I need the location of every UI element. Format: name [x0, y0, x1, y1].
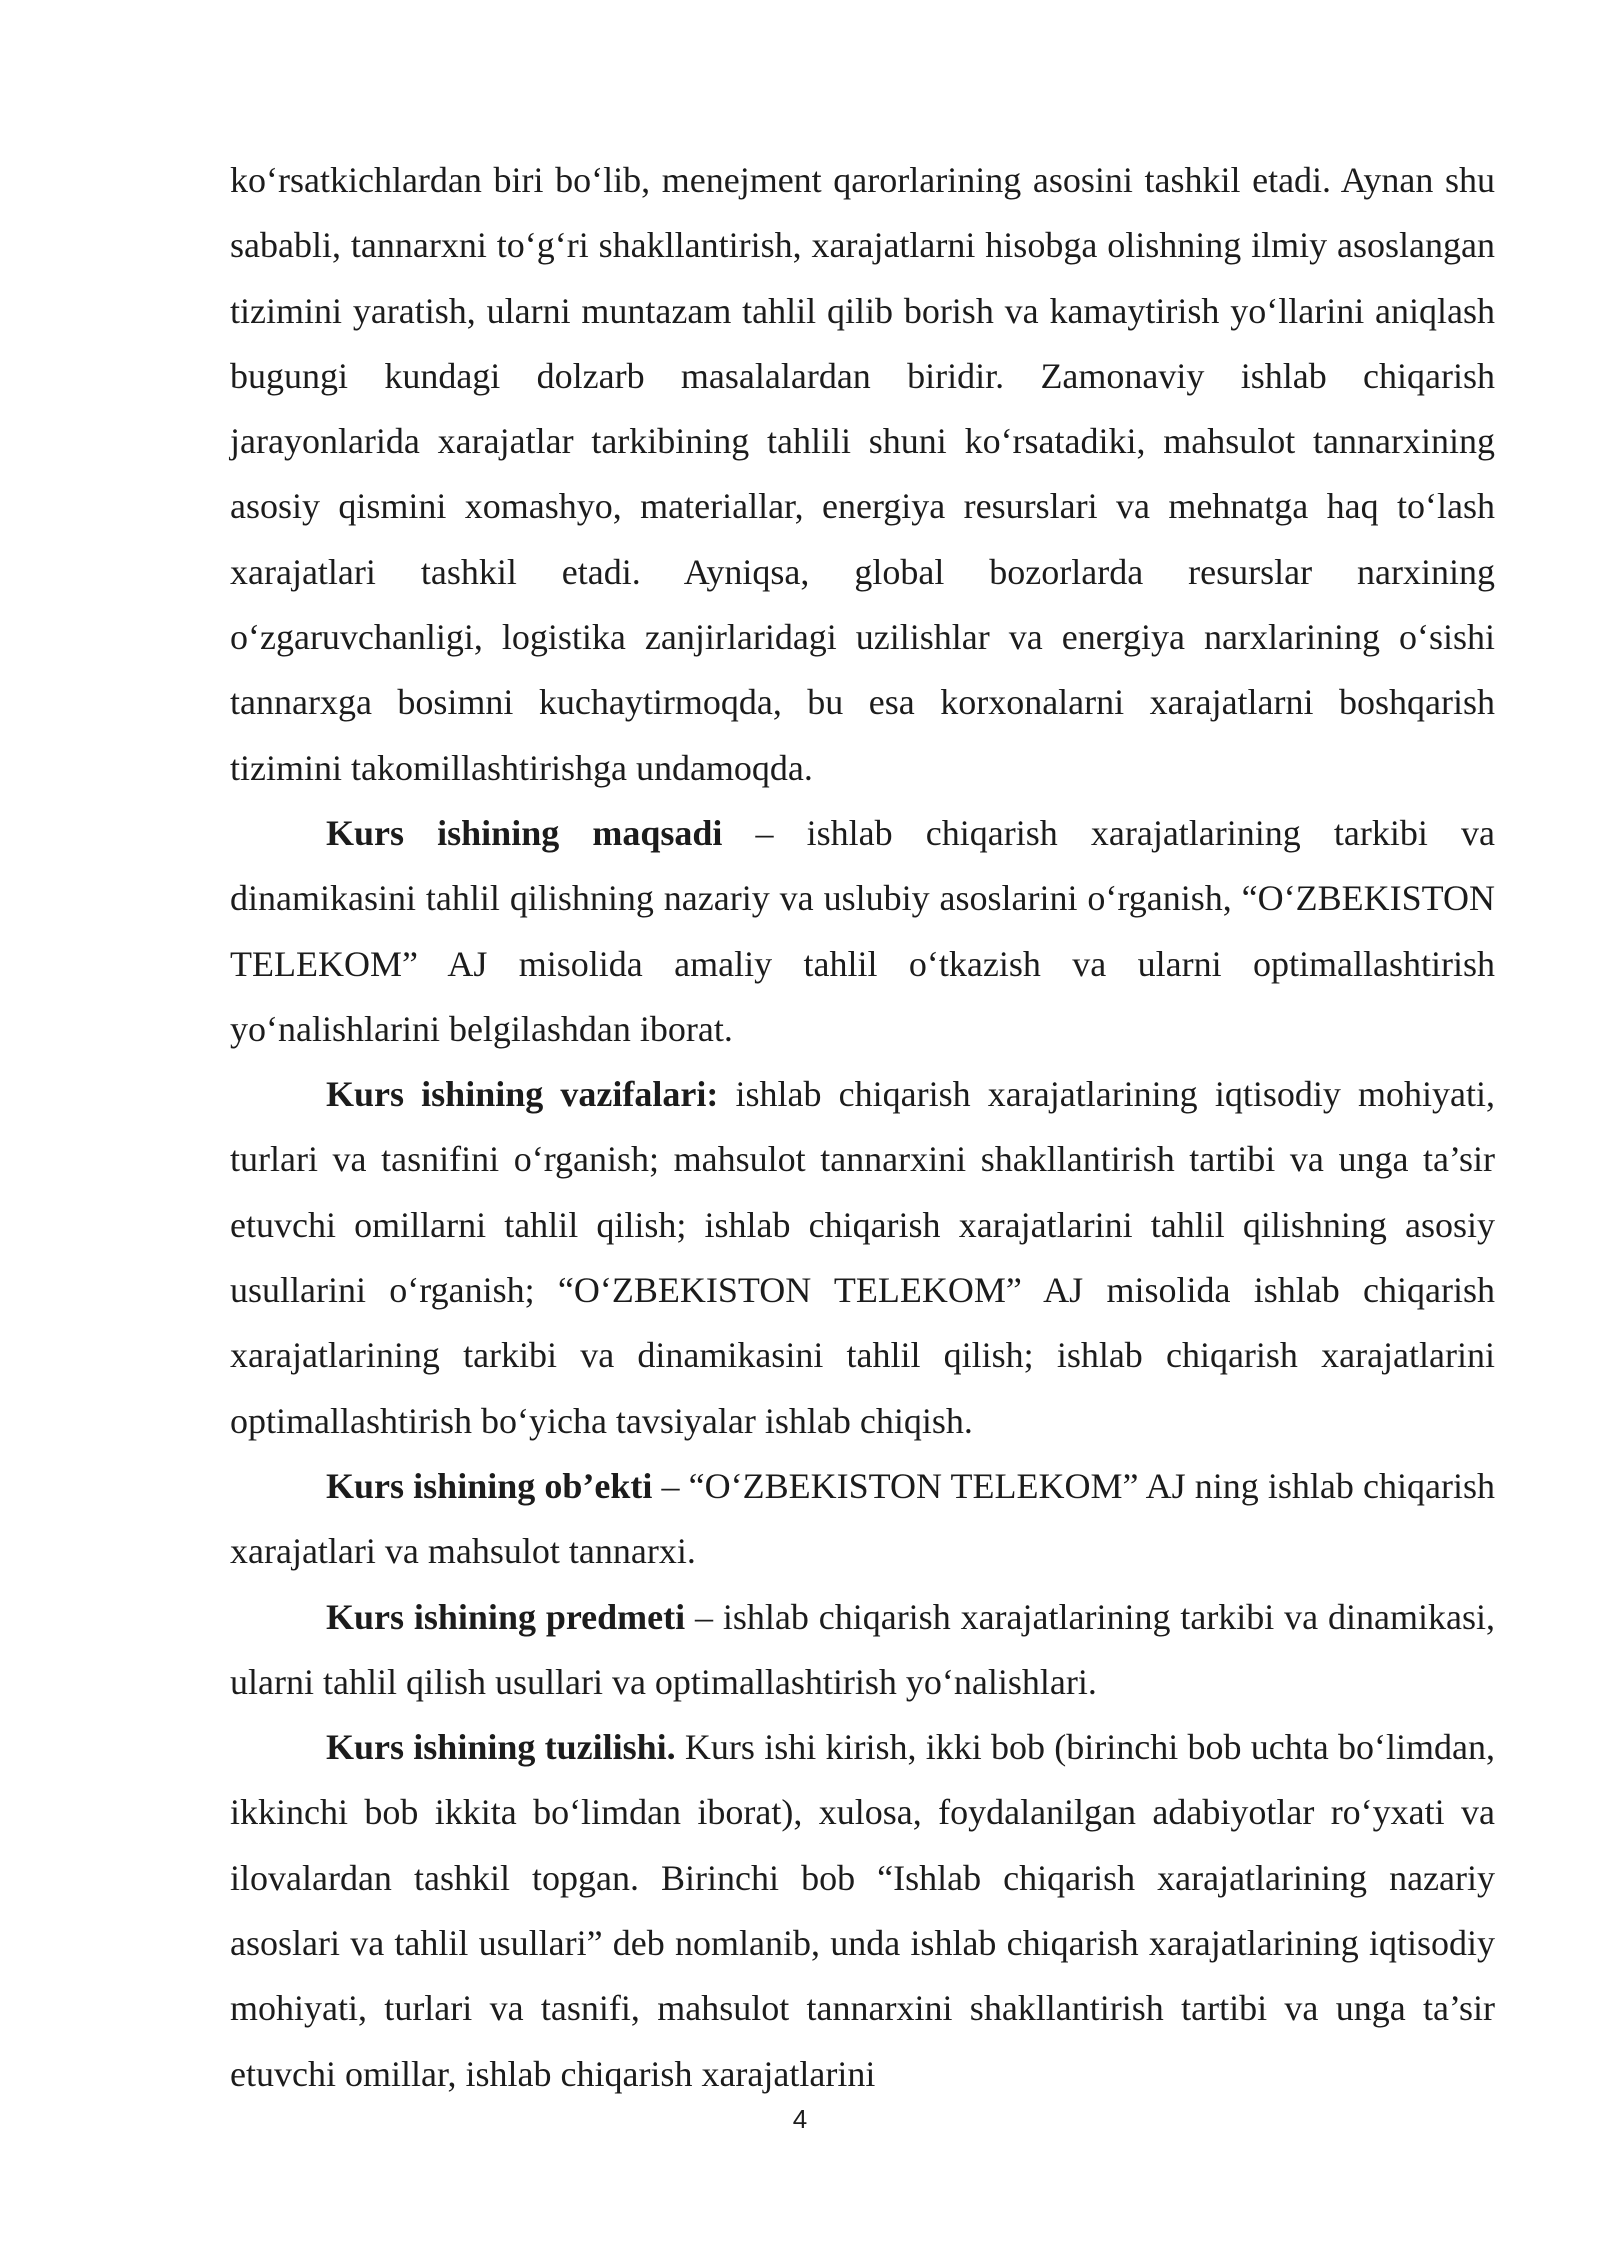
paragraph-goal — [230, 801, 1495, 1062]
paragraph-lead: Kurs ishining tuzilishi. — [326, 1727, 676, 1768]
paragraph-text: – ishlab chiqarish xarajatlarining tarkibi va dinamikasini tahlil qilishning nazariy va uslubiy asoslarini oʻrganish, “OʻZBEKISTON TELEKOM” AJ misolida amaliy tahlil oʻtkazish va ularni optimallashtirish yoʻnalishlarini belgilashdan iborat. — [230, 812, 1495, 1049]
page-number: 4 — [792, 2104, 808, 2134]
paragraph-structure — [230, 1715, 1495, 2107]
paragraph-text: koʻrsatkichlardan biri boʻlib, menejment qarorlarining asosini tashkil etadi. Aynan shu sababli, tannarxni toʻgʻri shakllantirish, xarajatlarni hisobga olishning ilmiy asoslangan tizimini yaratish, ularni muntazam tahlil qilib borish va kamaytirish yoʻllarini aniqlash bugungi kundagi dolzarb masalalardan biridir. Zamonaviy ishlab chiqarish jarayonlarida xarajatlar tarkibining tahlili shuni koʻrsatadiki, mahsulot tannarxining asosiy qismini xomashyo, materiallar, energiya resurslari va mehnatga haq toʻlash xarajatlari tashkil etadi. Ayniqsa, global bozorlarda resurslar narxining oʻzgaruvchanligi, logistika zanjirlaridagi uzilishlar va energiya narxlarining oʻsishi tannarxga bosimni kuchaytirmoqda, bu esa korxonalarni xarajatlarni boshqarish tizimini takomillashtirishga undamoqda. — [230, 160, 1495, 788]
paragraph-subject — [230, 1585, 1495, 1716]
paragraph-text: – “OʻZBEKISTON TELEKOM” AJ ning ishlab chiqarish xarajatlari va mahsulot tannarxi. — [230, 1465, 1495, 1572]
paragraph-tasks — [230, 1062, 1495, 1454]
paragraph-lead: Kurs ishining ob’ekti — [326, 1465, 653, 1506]
paragraph-lead: Kurs ishining maqsadi — [326, 812, 723, 853]
paragraph-text: Kurs ishi kirish, ikki bob (birinchi bob uchta boʻlimdan, ikkinchi bob ikkita boʻlimdan iborat), xulosa, foydalanilgan adabiyotlar roʻyxati va ilovalardan tashkil topgan. Birinchi bob “Ishlab chiqarish xarajatlarining nazariy asoslari va tahlil usullari” deb nomlanib, unda ishlab chiqarish xarajatlarining iqtisodiy mohiyati, turlari va tasnifi, mahsulot tannarxini shakllantirish tartibi va unga ta’sir etuvchi omillar, ishlab chiqarish xarajatlarini — [230, 1727, 1495, 2094]
paragraph-text: ishlab chiqarish xarajatlarining iqtisodiy mohiyati, turlari va tasnifini oʻrganish; mahsulot tannarxini shakllantirish tartibi va unga ta’sir etuvchi omillarni tahlil qilish; ishlab chiqarish xarajatlarini tahlil qilishning asosiy usullarini oʻrganish; “OʻZBEKISTON TELEKOM” AJ misolida ishlab chiqarish xarajatlarining tarkibi va dinamikasini tahlil qilish; ishlab chiqarish xarajatlarini optimallashtirish boʻyicha tavsiyalar ishlab chiqish. — [230, 1074, 1496, 1441]
paragraph-lead: Kurs ishining vazifalari: — [326, 1074, 719, 1115]
paragraph-lead: Kurs ishining predmeti — [326, 1596, 686, 1637]
body-text — [230, 148, 1495, 2107]
paragraph-object — [230, 1454, 1495, 1585]
paragraph-intro-continuation — [230, 148, 1495, 801]
paragraph-text: – ishlab chiqarish xarajatlarining tarkibi va dinamikasi, ularni tahlil qilish usullari va optimallashtirish yoʻnalishlari. — [230, 1596, 1495, 1702]
